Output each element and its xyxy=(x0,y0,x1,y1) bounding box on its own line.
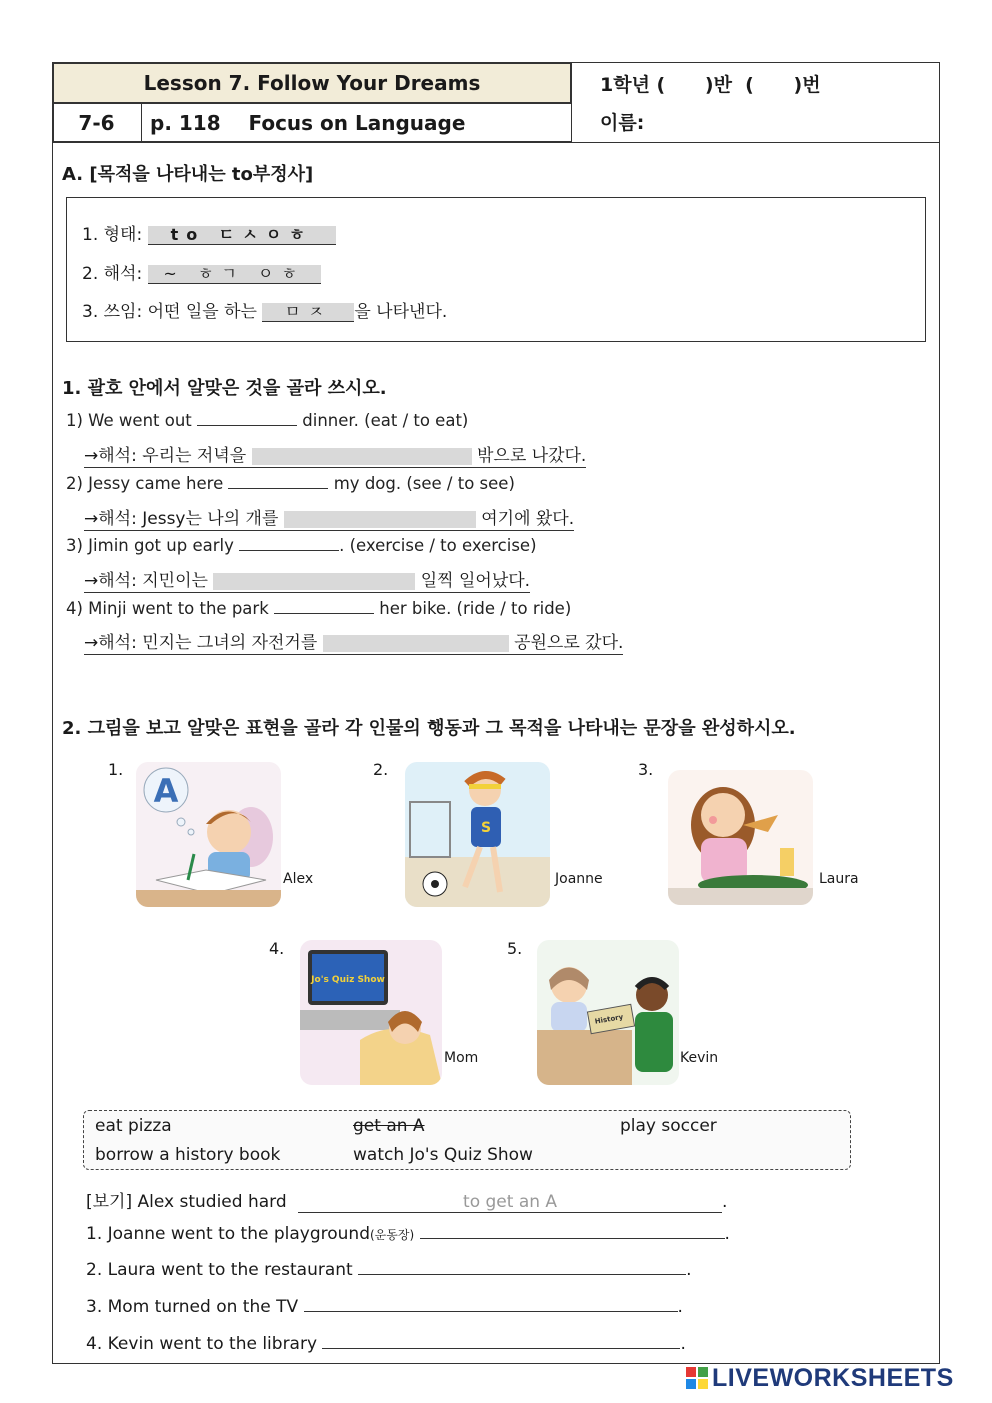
laura-eating-illustration xyxy=(668,770,813,905)
usage-suffix: 을 나타낸다. xyxy=(354,302,448,322)
question-text: 2) Jessy came here xyxy=(66,474,224,493)
translation-input[interactable] xyxy=(252,448,472,465)
question-note: (운동장) xyxy=(370,1228,415,1242)
translation-line xyxy=(84,566,530,593)
question-line xyxy=(66,411,468,430)
word-option[interactable]: borrow a history book xyxy=(95,1145,281,1165)
class-info: 1학년 ( )반 ( )번 xyxy=(600,74,821,96)
liveworksheets-logo xyxy=(686,1365,954,1391)
translation-after: 여기에 왔다. xyxy=(481,509,575,529)
translation-label: →해석: xyxy=(84,446,137,466)
answer-blank[interactable] xyxy=(358,1274,686,1275)
header-divider xyxy=(571,62,572,142)
picture-number: 3. xyxy=(638,760,654,779)
picture-number: 1. xyxy=(108,760,124,779)
answer-blank[interactable] xyxy=(228,488,328,489)
translation-before: 지민이는 xyxy=(142,571,208,591)
question-text: 3) Jimin got up early xyxy=(66,536,234,555)
translation-after: 일찍 일어났다. xyxy=(420,571,531,591)
picture-number: 2. xyxy=(373,760,389,779)
word-option[interactable]: watch Jo's Quiz Show xyxy=(353,1145,533,1165)
translation-input[interactable] xyxy=(323,635,509,652)
question-line xyxy=(66,474,515,493)
example-answer: to get an A xyxy=(298,1192,722,1213)
sentence-end: . xyxy=(724,1224,730,1244)
translation-after: 밖으로 나갔다. xyxy=(476,446,587,466)
translation-input[interactable] xyxy=(284,511,476,528)
translation-line xyxy=(84,441,586,468)
tv-screen-text: Jo's Quiz Show xyxy=(311,975,385,985)
picture-number: 5. xyxy=(507,939,523,958)
letter-a: A xyxy=(153,772,179,810)
sentence-end: . xyxy=(686,1260,692,1280)
meaning-row xyxy=(82,259,321,284)
translation-input[interactable] xyxy=(213,573,415,590)
translation-before: 민지는 그녀의 자전거를 xyxy=(142,633,318,653)
translation-before: 우리는 저녁을 xyxy=(142,446,247,466)
book-title: History xyxy=(594,1012,624,1026)
alex-studying-illustration xyxy=(136,762,281,907)
character-name: Joanne xyxy=(555,871,603,887)
section-1-title: 1. 괄호 안에서 알맞은 것을 골라 쓰시오. xyxy=(62,378,387,399)
header-bottom-line xyxy=(52,142,940,143)
question-options: dinner. (eat / to eat) xyxy=(302,411,469,430)
question-options: her bike. (ride / to ride) xyxy=(379,599,572,618)
kevin-library-illustration xyxy=(537,940,679,1085)
translation-label: →해석: xyxy=(84,509,137,529)
question-prompt: 2. Laura went to the restaurant xyxy=(86,1260,353,1280)
question-line xyxy=(66,536,537,555)
sentence-end: . xyxy=(680,1334,686,1354)
character-name: Kevin xyxy=(680,1050,719,1066)
sentence-end: . xyxy=(722,1192,728,1212)
answer-blank[interactable] xyxy=(304,1311,678,1312)
usage-row xyxy=(82,297,447,322)
svg-text:S: S xyxy=(480,820,492,836)
answer-line xyxy=(86,1334,686,1354)
usage-answer-field[interactable]: ㅁㅈ xyxy=(262,303,354,322)
character-name: Alex xyxy=(283,871,314,887)
answer-line xyxy=(86,1260,692,1280)
question-text: 1) We went out xyxy=(66,411,192,430)
translation-line xyxy=(84,628,623,655)
translation-after: 공원으로 갔다. xyxy=(514,633,624,653)
joanne-soccer-illustration xyxy=(405,762,550,907)
name-label: 이름: xyxy=(600,112,645,134)
question-prompt: 1. Joanne went to the playground xyxy=(86,1224,370,1244)
page-reference: p. 118 Focus on Language xyxy=(150,111,466,135)
answer-blank[interactable] xyxy=(197,425,297,426)
question-text: 4) Minji went to the park xyxy=(66,599,269,618)
translation-line xyxy=(84,504,574,531)
answer-line xyxy=(86,1297,683,1317)
section-a-title: A. [목적을 나타내는 to부정사] xyxy=(62,164,314,185)
lesson-title: Lesson 7. Follow Your Dreams xyxy=(52,62,572,104)
example-line xyxy=(86,1187,727,1213)
word-option[interactable]: eat pizza xyxy=(95,1116,172,1136)
word-option-used[interactable]: get an A xyxy=(353,1116,425,1136)
form-label: 1. 형태: xyxy=(82,225,143,245)
answer-blank[interactable] xyxy=(322,1348,680,1349)
picture-number: 4. xyxy=(269,939,285,958)
question-prompt: 3. Mom turned on the TV xyxy=(86,1297,299,1317)
example-prompt: [보기] Alex studied hard xyxy=(86,1192,287,1212)
question-options: . (exercise / to exercise) xyxy=(339,536,537,555)
sentence-end: . xyxy=(677,1297,683,1317)
character-name: Mom xyxy=(444,1050,479,1066)
mom-watching-tv-illustration xyxy=(300,940,442,1085)
answer-blank[interactable] xyxy=(274,613,374,614)
question-options: my dog. (see / to see) xyxy=(333,474,515,493)
form-row xyxy=(82,220,336,245)
answer-blank[interactable] xyxy=(420,1238,725,1239)
logo-text: LIVEWORKSHEETS xyxy=(712,1363,954,1392)
logo-mark-icon xyxy=(686,1367,708,1389)
word-option[interactable]: play soccer xyxy=(620,1116,717,1136)
section-2-title: 2. 그림을 보고 알맞은 표현을 골라 각 인물의 행동과 그 목적을 나타내는 문장을 완성하시오. xyxy=(62,718,796,739)
form-answer-field[interactable]: to ㄷㅅㅇㅎ xyxy=(148,226,336,245)
question-line xyxy=(66,599,571,618)
meaning-label: 2. 해석: xyxy=(82,264,143,284)
usage-label: 3. 쓰임: 어떤 일을 하는 xyxy=(82,302,257,322)
translation-before: Jessy는 나의 개를 xyxy=(142,509,279,529)
translation-label: →해석: xyxy=(84,571,137,591)
meaning-answer-field[interactable]: ~ ㅎㄱ ㅇㅎ xyxy=(148,265,321,284)
question-prompt: 4. Kevin went to the library xyxy=(86,1334,318,1354)
translation-label: →해석: xyxy=(84,633,137,653)
answer-line xyxy=(86,1224,730,1244)
answer-blank[interactable] xyxy=(239,550,339,551)
character-name: Laura xyxy=(819,871,859,887)
lesson-number: 7-6 xyxy=(52,104,142,142)
